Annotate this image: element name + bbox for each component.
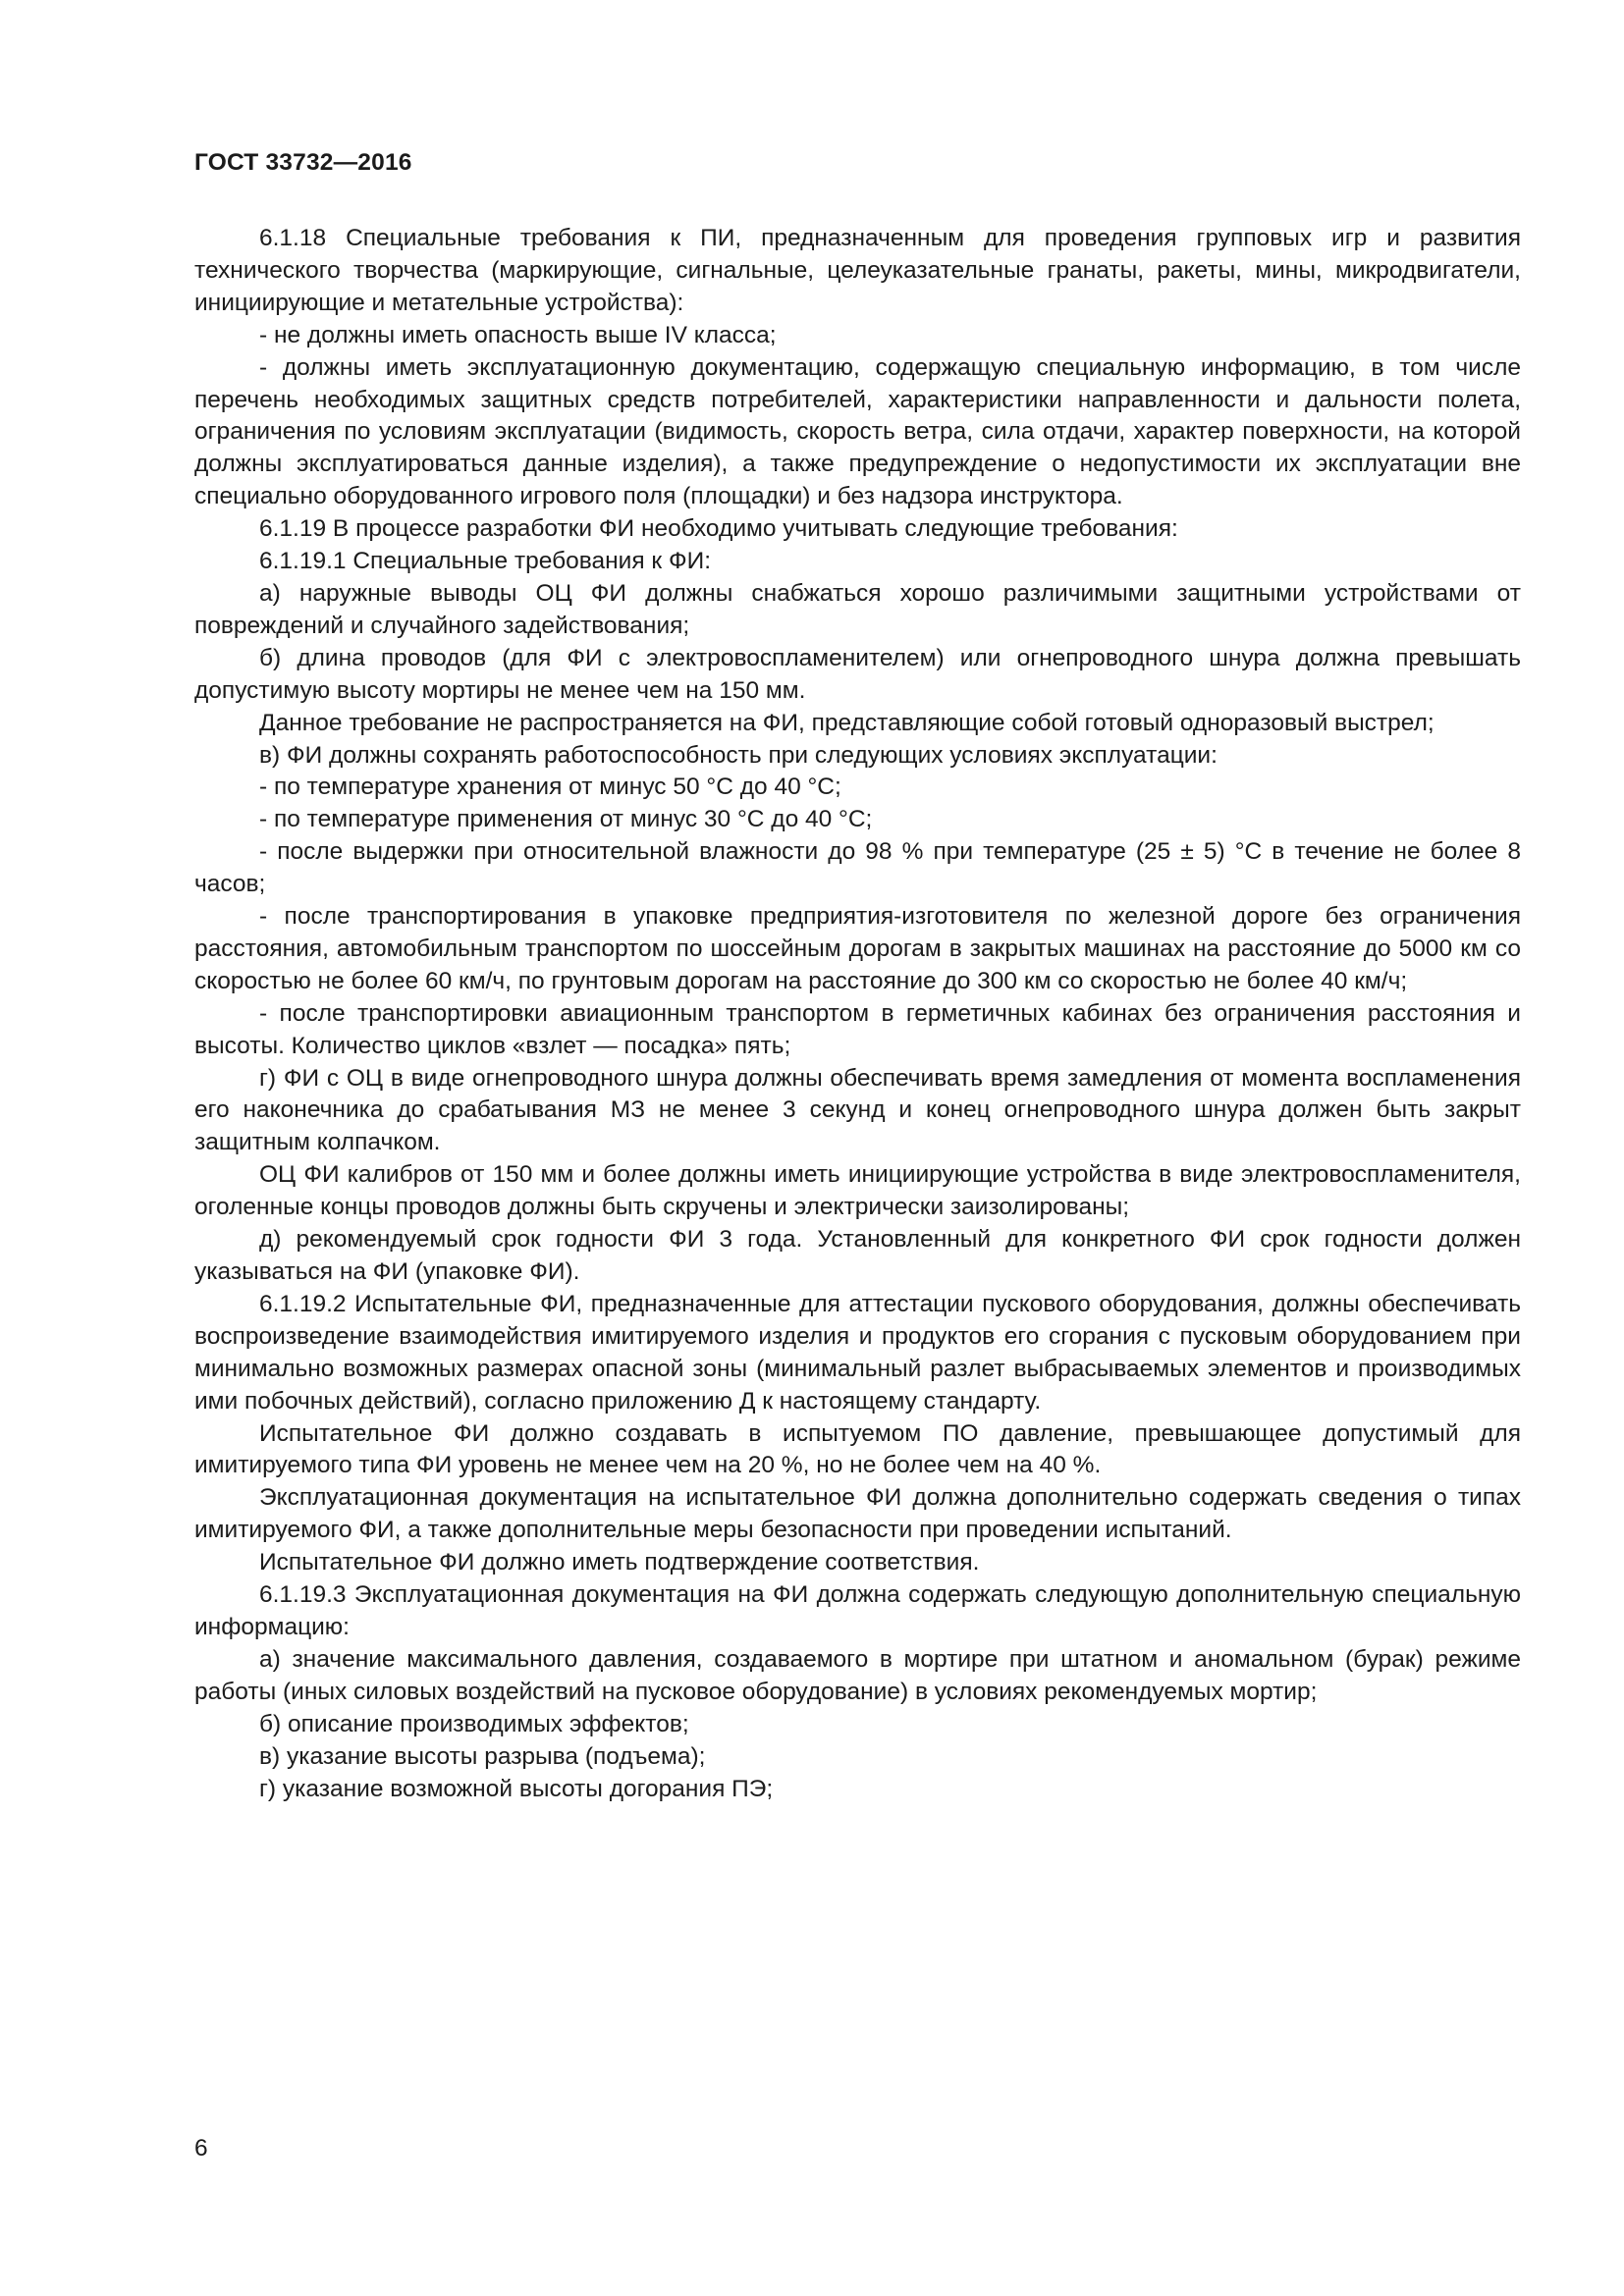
list-item-b: б) длина проводов (для ФИ с электровоспламенителем) или огнепроводного шнура должна превышать допустимую высоту мортиры не менее чем на 150 мм. [194, 644, 1521, 704]
list-item-g: г) указание возможной высоты догорания ПЭ; [259, 1775, 774, 1802]
paragraph-6-1-19-2: 6.1.19.2 Испытательные ФИ, предназначенные для аттестации пускового оборудования, должны обеспечивать воспроизведение взаимодействия имитируемого изделия и продуктов его сгорания с пусковым оборудованием при минимально возможных размерах опасной зоны (минимальный разлет выбрасываемых элементов и производимых ими побочных действий), согласно приложению Д к настоящему стандарту. [194, 1290, 1521, 1415]
list-item: - должны иметь эксплуатационную документацию, содержащую специальную информацию, в том числе перечень необходимых защитных средств потребителей, характеристики направленности и дальности полета, ограничения по условиям эксплуатации (видимость, скорость ветра, сила отдачи, характер поверхности, на которой должны эксплуатироваться данные изделия), а также предупреждение о недопустимости их эксплуатации вне специально оборудованного игрового поля (площадки) и без надзора инструктора. [194, 353, 1521, 510]
paragraph-6-1-19: 6.1.19 В процессе разработки ФИ необходимо учитывать следующие требования: [259, 515, 1178, 543]
paragraph: Эксплуатационная документация на испытательное ФИ должна дополнительно содержать сведения о типах имитируемого ФИ, а также дополнительные меры безопасности при проведении испытаний. [194, 1484, 1521, 1544]
list-item: - по температуре хранения от минус 50 °С до 40 °С; [259, 774, 841, 801]
paragraph: Испытательное ФИ должно иметь подтверждение соответствия. [259, 1549, 980, 1576]
document-body [194, 223, 1521, 1805]
paragraph-6-1-19-3: 6.1.19.3 Эксплуатационная документация на ФИ должна содержать следующую дополнительную специальную информацию: [194, 1581, 1521, 1640]
paragraph-6-1-18: 6.1.18 Специальные требования к ПИ, предназначенным для проведения групповых игр и развития технического творчества (маркирующие, сигнальные, целеуказательные гранаты, ракеты, мины, микродвигатели, инициирующие и метательные устройства): [194, 225, 1521, 316]
page-number: 6 [194, 2135, 208, 2162]
list-item: - после выдержки при относительной влажности до 98 % при температуре (25 ± 5) °С в течение не более 8 часов; [194, 838, 1521, 898]
list-item-a: а) значение максимального давления, создаваемого в мортире при штатном и аномальном (бурак) режиме работы (иных силовых воздействий на пусковое оборудование) в условиях рекомендуемых мортир; [194, 1645, 1521, 1705]
paragraph-6-1-19-1: 6.1.19.1 Специальные требования к ФИ: [259, 548, 711, 575]
list-item: - после транспортирования в упаковке предприятия-изготовителя по железной дороге без ограничения расстояния, автомобильным транспортом по шоссейным дорогам в закрытых машинах на расстояние до 5000 км со скоростью не более 60 км/ч, по грунтовым дорогам на расстояние до 300 км со скоростью не более 40 км/ч; [194, 903, 1521, 994]
list-item: - после транспортировки авиационным транспортом в герметичных кабинах без ограничения расстояния и высоты. Количество циклов «взлет — посадка» пять; [194, 999, 1521, 1059]
list-item-d: д) рекомендуемый срок годности ФИ 3 года. Установленный для конкретного ФИ срок годности должен указываться на ФИ (упаковке ФИ). [194, 1226, 1521, 1285]
list-item-v: в) ФИ должны сохранять работоспособность при следующих условиях эксплуатации: [259, 741, 1218, 769]
list-item: - не должны иметь опасность выше IV класса; [259, 321, 777, 348]
paragraph: Испытательное ФИ должно создавать в испытуемом ПО давление, превышающее допустимый для имитируемого типа ФИ уровень не менее чем на 20 %, но не более чем на 40 %. [194, 1419, 1521, 1479]
list-item-v: в) указание высоты разрыва (подъема); [259, 1742, 706, 1770]
list-item-g: г) ФИ с ОЦ в виде огнепроводного шнура должны обеспечивать время замедления от момента воспламенения его наконечника до срабатывания МЗ не менее 3 секунд и конец огнепроводного шнура должен быть закрыт защитным колпачком. [194, 1064, 1521, 1156]
list-item: - по температуре применения от минус 30 °С до 40 °С; [259, 806, 873, 833]
list-item-b: б) описание производимых эффектов; [259, 1710, 689, 1737]
list-item-a: а) наружные выводы ОЦ ФИ должны снабжаться хорошо различимыми защитными устройствами от повреждений и случайного задействования; [194, 579, 1521, 639]
document-header: ГОСТ 33732—2016 [194, 149, 412, 176]
paragraph: ОЦ ФИ калибров от 150 мм и более должны иметь инициирующие устройства в виде электровоспламенителя, оголенные концы проводов должны быть скручены и электрически заизолированы; [194, 1161, 1521, 1221]
paragraph: Данное требование не распространяется на ФИ, представляющие собой готовый одноразовый выстрел; [259, 709, 1435, 736]
